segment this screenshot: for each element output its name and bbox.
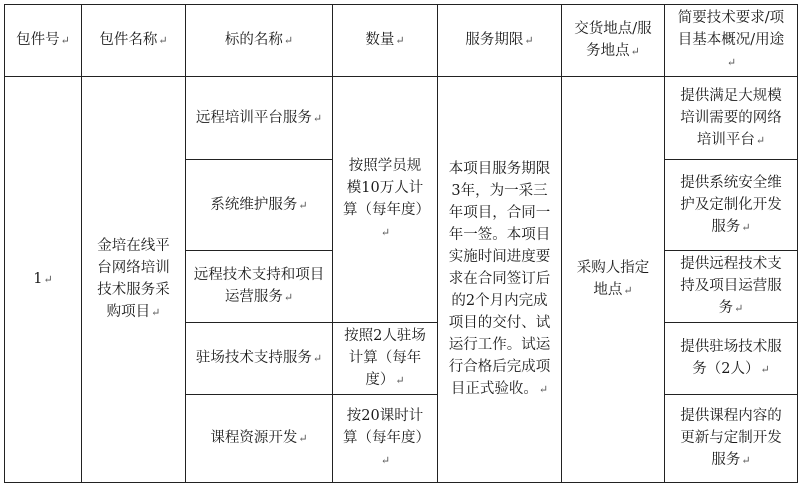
procurement-table bbox=[4, 4, 798, 483]
requirement-cell: 提供满足大规模培训需要的网络培训平台↵ bbox=[665, 77, 798, 160]
header-item-name: 标的名称↵ bbox=[186, 5, 333, 77]
header-row bbox=[5, 5, 798, 77]
item-name-cell: 远程培训平台服务↵ bbox=[186, 77, 333, 160]
quantity-cell: 按20课时计算（每年度）↵ bbox=[333, 395, 438, 483]
item-name-cell: 课程资源开发↵ bbox=[186, 395, 333, 483]
header-package-no: 包件号↵ bbox=[5, 5, 82, 77]
header-service-period: 服务期限↵ bbox=[438, 5, 562, 77]
header-requirements: 简要技术要求/项目基本概况/用途↵ bbox=[665, 5, 798, 77]
item-name-cell: 驻场技术支持服务↵ bbox=[186, 323, 333, 395]
requirement-cell: 提供系统安全维护及定制化开发服务↵ bbox=[665, 160, 798, 251]
package-no-cell: 1↵ bbox=[5, 77, 82, 483]
requirement-cell: 提供课程内容的更新与定制开发服务↵ bbox=[665, 395, 798, 483]
header-quantity: 数量↵ bbox=[333, 5, 438, 77]
requirement-cell: 提供驻场技术服务（2人）↵ bbox=[665, 323, 798, 395]
header-package-name: 包件名称↵ bbox=[82, 5, 186, 77]
quantity-cell: 按照2人驻场计算（每年度）↵ bbox=[333, 323, 438, 395]
delivery-place-cell: 采购人指定地点↵ bbox=[562, 77, 665, 483]
item-name-cell: 远程技术支持和项目运营服务↵ bbox=[186, 251, 333, 323]
requirement-cell: 提供远程技术支持及项目运营服务↵ bbox=[665, 251, 798, 323]
table-row bbox=[5, 77, 798, 160]
item-name-cell: 系统维护服务↵ bbox=[186, 160, 333, 251]
header-delivery-place: 交货地点/服务地点↵ bbox=[562, 5, 665, 77]
quantity-cell: 按照学员规模10万人计算（每年度）↵ bbox=[333, 77, 438, 323]
service-period-cell: 本项目服务期限3年，为一采三年项目，合同一年一签。本项目实施时间进度要求在合同签订后的2个月内完成项目的交付、试运行工作。试运行合格后完成项目正式验收。↵ bbox=[438, 77, 562, 483]
package-name-cell: 金培在线平台网络培训技术服务采购项目↵ bbox=[82, 77, 186, 483]
